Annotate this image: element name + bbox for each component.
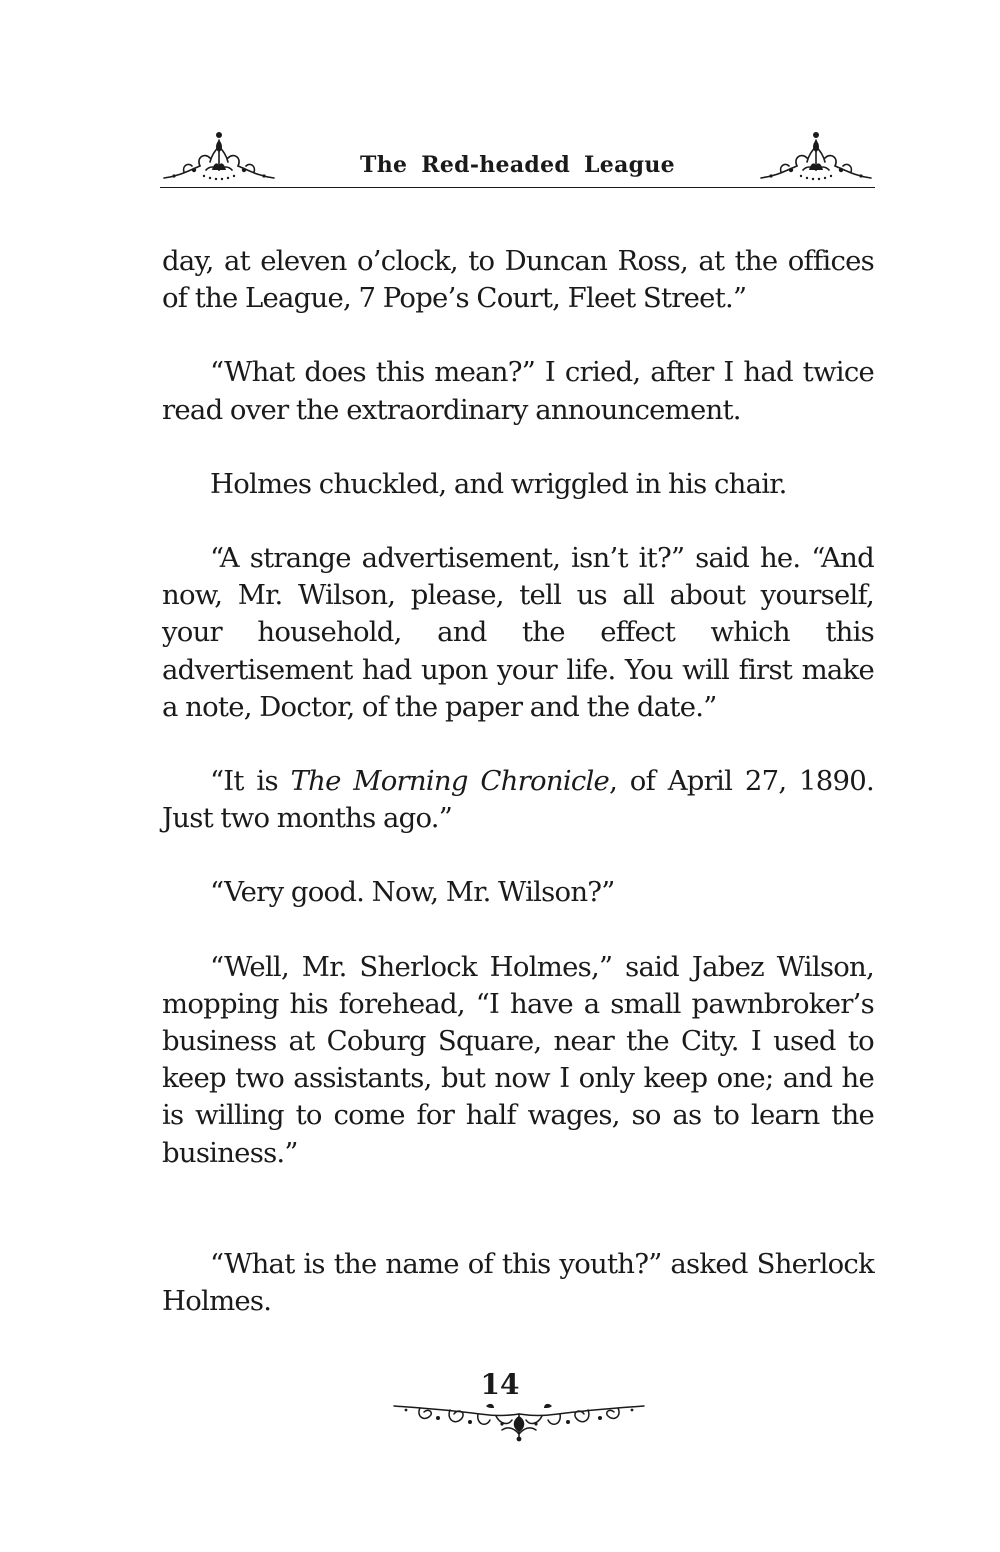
- scroll-ornament-icon: [390, 1394, 648, 1444]
- paragraph: “Very good. Now, Mr. Wilson?”: [210, 876, 615, 909]
- paragraph: day, at eleven o’clock, to Duncan Ross, at the offices of the League, 7 Pope’s Court, Fleet Street.”: [162, 245, 874, 315]
- filigree-ornament-icon: [757, 126, 875, 186]
- header-rule: [160, 187, 875, 188]
- running-header-title: The Red-headed League: [360, 152, 675, 178]
- paragraph: “A strange advertisement, isn’t it?” said he. “And now, Mr. Wilson, please, tell us all about yourself, your household, and the effect which this advertisement had upon your life. You will first make a note, Doctor, of the paper and the date.”: [162, 542, 874, 723]
- paragraph: “Well, Mr. Sherlock Holmes,” said Jabez Wilson, mopping his forehead, “I have a small pawnbroker’s business at Coburg Square, near the City. I used to keep two assistants, but now I only keep one; and he is willing to come for half wages, so as to learn the business.”: [162, 950, 874, 1169]
- paragraph: [162, 763, 874, 837]
- paragraph: “What is the name of this youth?” asked Sherlock Holmes.: [162, 1247, 874, 1318]
- paragraph: “What does this mean?” I cried, after I had twice read over the extraordinary announcement.: [162, 356, 874, 426]
- page-body: [162, 243, 874, 1357]
- paragraph-text: “It is: [210, 765, 291, 798]
- newspaper-title: The Morning Chronicle: [290, 765, 610, 798]
- paragraph: Holmes chuckled, and wriggled in his chair.: [210, 467, 787, 500]
- page-number: 14: [480, 1368, 520, 1401]
- running-header: [160, 126, 875, 188]
- paragraph-text: , of April 27, 1890. Just two months ago.”: [162, 765, 874, 835]
